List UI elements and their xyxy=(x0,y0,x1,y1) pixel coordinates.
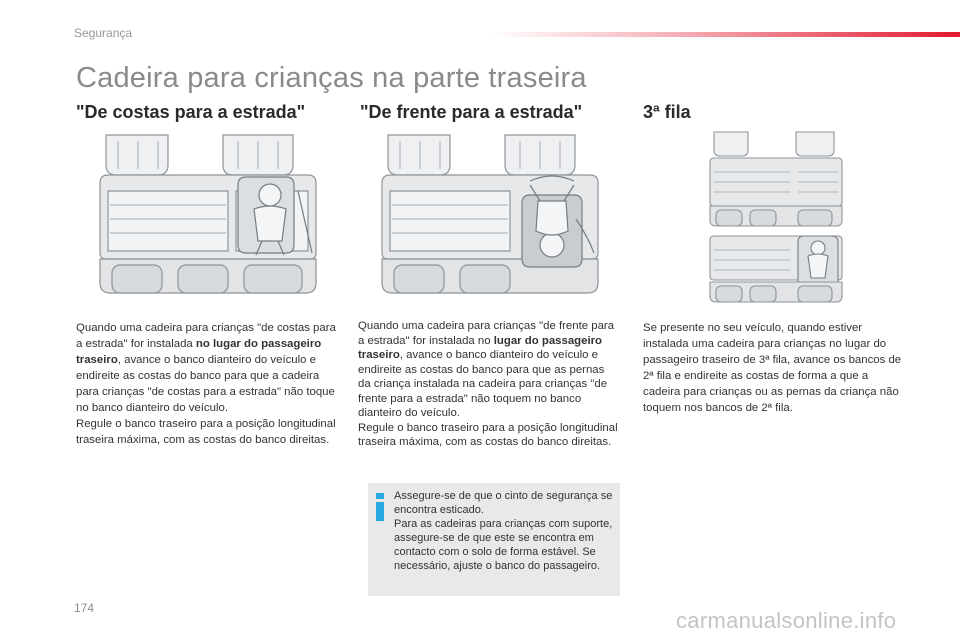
rear-facing-text-bold: no lugar do passageiro traseiro xyxy=(76,338,322,366)
rear-facing-child-seat-illustration xyxy=(98,133,318,305)
info-icon xyxy=(374,493,386,523)
forward-facing-text-c: Regule o banco traseiro para a posição longitudinal traseira máxima, com as costas do banco direitas. xyxy=(358,421,618,448)
page-number: 174 xyxy=(74,601,95,615)
info-text-b: Para as cadeiras para crianças com suporte, assegure-se de que este se encontra em contacto com o solo de forma estável. Se necessário, ajuste o banco do passageiro. xyxy=(394,518,613,572)
page-title: Cadeira para crianças na parte traseira xyxy=(76,62,587,94)
forward-facing-instructions xyxy=(358,319,620,450)
forward-facing-text-a: Quando uma cadeira para crianças "de frente para a estrada" for instalada no xyxy=(358,320,615,347)
rear-facing-text-c: Regule o banco traseiro para a posição longitudinal traseira máxima, com as costas do banco direitas. xyxy=(76,418,336,446)
forward-facing-text-bold: lugar do passageiro traseiro xyxy=(358,334,603,361)
rear-facing-instructions xyxy=(76,320,340,448)
info-box xyxy=(368,483,620,596)
heading-rear-facing: "De costas para a estrada" xyxy=(76,102,306,122)
heading-third-row: 3ª fila xyxy=(643,102,691,122)
info-text-a: Assegure-se de que o cinto de segurança se encontra esticado. xyxy=(394,490,613,516)
rear-facing-text-a: Quando uma cadeira para crianças "de costas para a estrada" for instalada xyxy=(76,322,336,350)
info-text xyxy=(394,489,614,573)
forward-facing-child-seat-illustration xyxy=(380,133,600,305)
rear-facing-text-b: , avance o banco dianteiro do veículo e endireite as costas do banco para que a cadeira para crianças "de costas para a estrada" não toque no banco dianteiro do veículo. xyxy=(76,354,335,414)
section-label: Segurança xyxy=(74,26,133,40)
third-row-instructions: Se presente no seu veículo, quando estiver instalada uma cadeira para crianças no lugar do passageiro traseiro de 3ª fila, avance os bancos de 2ª fila e endireite as costas de forma a que a cadeira para crianças ou as pernas da criança não toquem nos bancos de 2ª fila. xyxy=(643,322,902,414)
heading-forward-facing: "De frente para a estrada" xyxy=(360,102,583,122)
header-accent-bar xyxy=(490,32,960,37)
forward-facing-text-b: , avance o banco dianteiro do veículo e endireite as costas do banco para que as pernas da criança instalada na cadeira para crianças "de frente para a estrada" não toquem no banco dianteiro do veículo. xyxy=(358,349,608,419)
watermark: carmanualsonline.info xyxy=(676,608,897,633)
third-row-child-seat-illustration xyxy=(706,130,846,308)
